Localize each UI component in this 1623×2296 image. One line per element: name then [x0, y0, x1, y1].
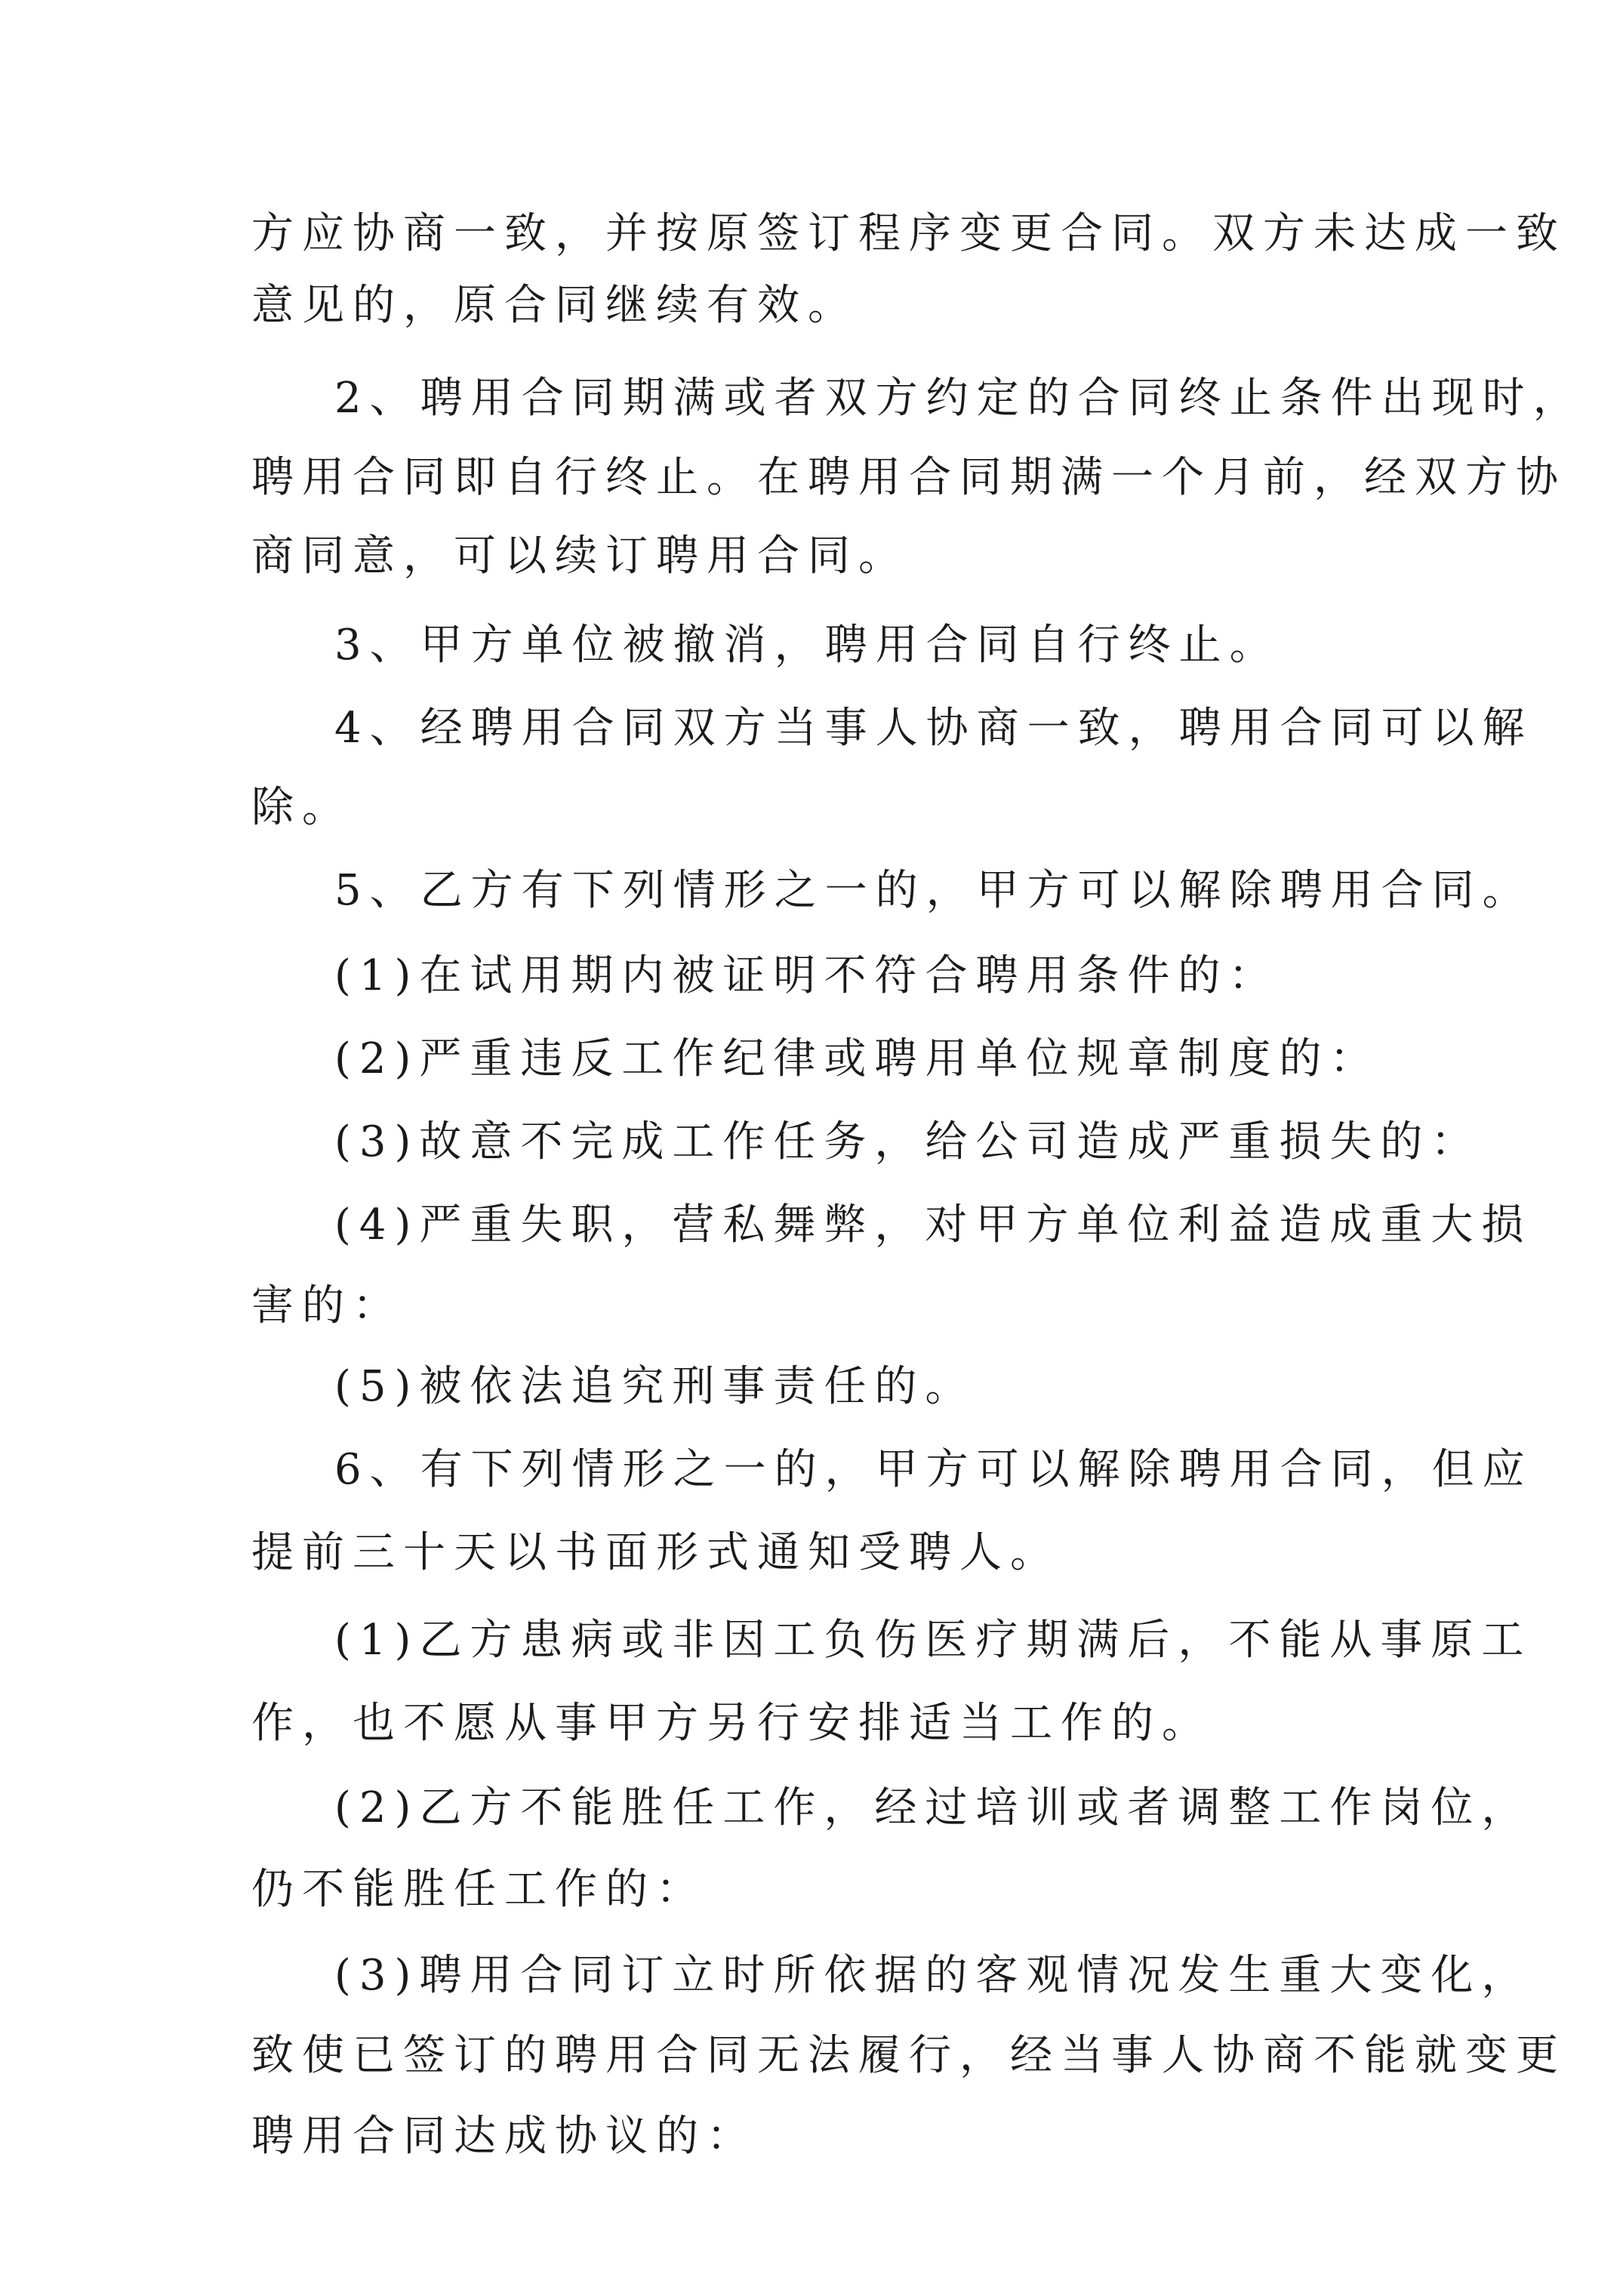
text-line: 致使已签订的聘用合同无法履行，经当事人协商不能就变更 [251, 2031, 1566, 2080]
text-line: 害的： [251, 1281, 403, 1330]
text-line: 聘用合同达成协议的： [251, 2112, 757, 2161]
text-line: (3)故意不完成工作任务，给公司造成严重损失的： [334, 1117, 1482, 1166]
text-line: (2)乙方不能胜任工作，经过培训或者调整工作岗位， [334, 1783, 1532, 1832]
text-line: 提前三十天以书面形式通知受聘人。 [251, 1528, 1061, 1577]
text-line: 聘用合同即自行终止。在聘用合同期满一个月前，经双方协 [251, 453, 1566, 502]
text-line: 5、乙方有下列情形之一的，甲方可以解除聘用合同。 [334, 866, 1533, 915]
text-line: (1)乙方患病或非因工负伤医疗期满后，不能从事原工 [334, 1616, 1532, 1665]
text-line: 作，也不愿从事甲方另行安排适当工作的。 [251, 1699, 1212, 1748]
text-line: (2)严重违反工作纪律或聘用单位规章制度的： [334, 1034, 1381, 1083]
text-line: 6、有下列情形之一的，甲方可以解除聘用合同，但应 [334, 1445, 1533, 1494]
text-line: 3、甲方单位被撤消，聘用合同自行终止。 [334, 621, 1280, 670]
text-line: 商同意，可以续订聘用合同。 [251, 532, 909, 581]
text-line: 4、经聘用合同双方当事人协商一致，聘用合同可以解 [334, 704, 1533, 753]
text-line: (3)聘用合同订立时所依据的客观情况发生重大变化， [334, 1951, 1532, 2000]
text-line: 2、聘用合同期满或者双方约定的合同终止条件出现时， [334, 374, 1584, 423]
text-line: (1)在试用期内被证明不符合聘用条件的： [334, 951, 1280, 1000]
text-line: (5)被依法追究刑事责任的。 [334, 1362, 976, 1411]
text-line: 除。 [251, 783, 353, 832]
text-line: 方应协商一致，并按原签订程序变更合同。双方未达成一致 [251, 209, 1566, 258]
text-line: (4)严重失职，营私舞弊，对甲方单位利益造成重大损 [334, 1200, 1532, 1250]
text-line: 意见的，原合同继续有效。 [251, 281, 858, 330]
text-line: 仍不能胜任工作的： [251, 1865, 707, 1914]
